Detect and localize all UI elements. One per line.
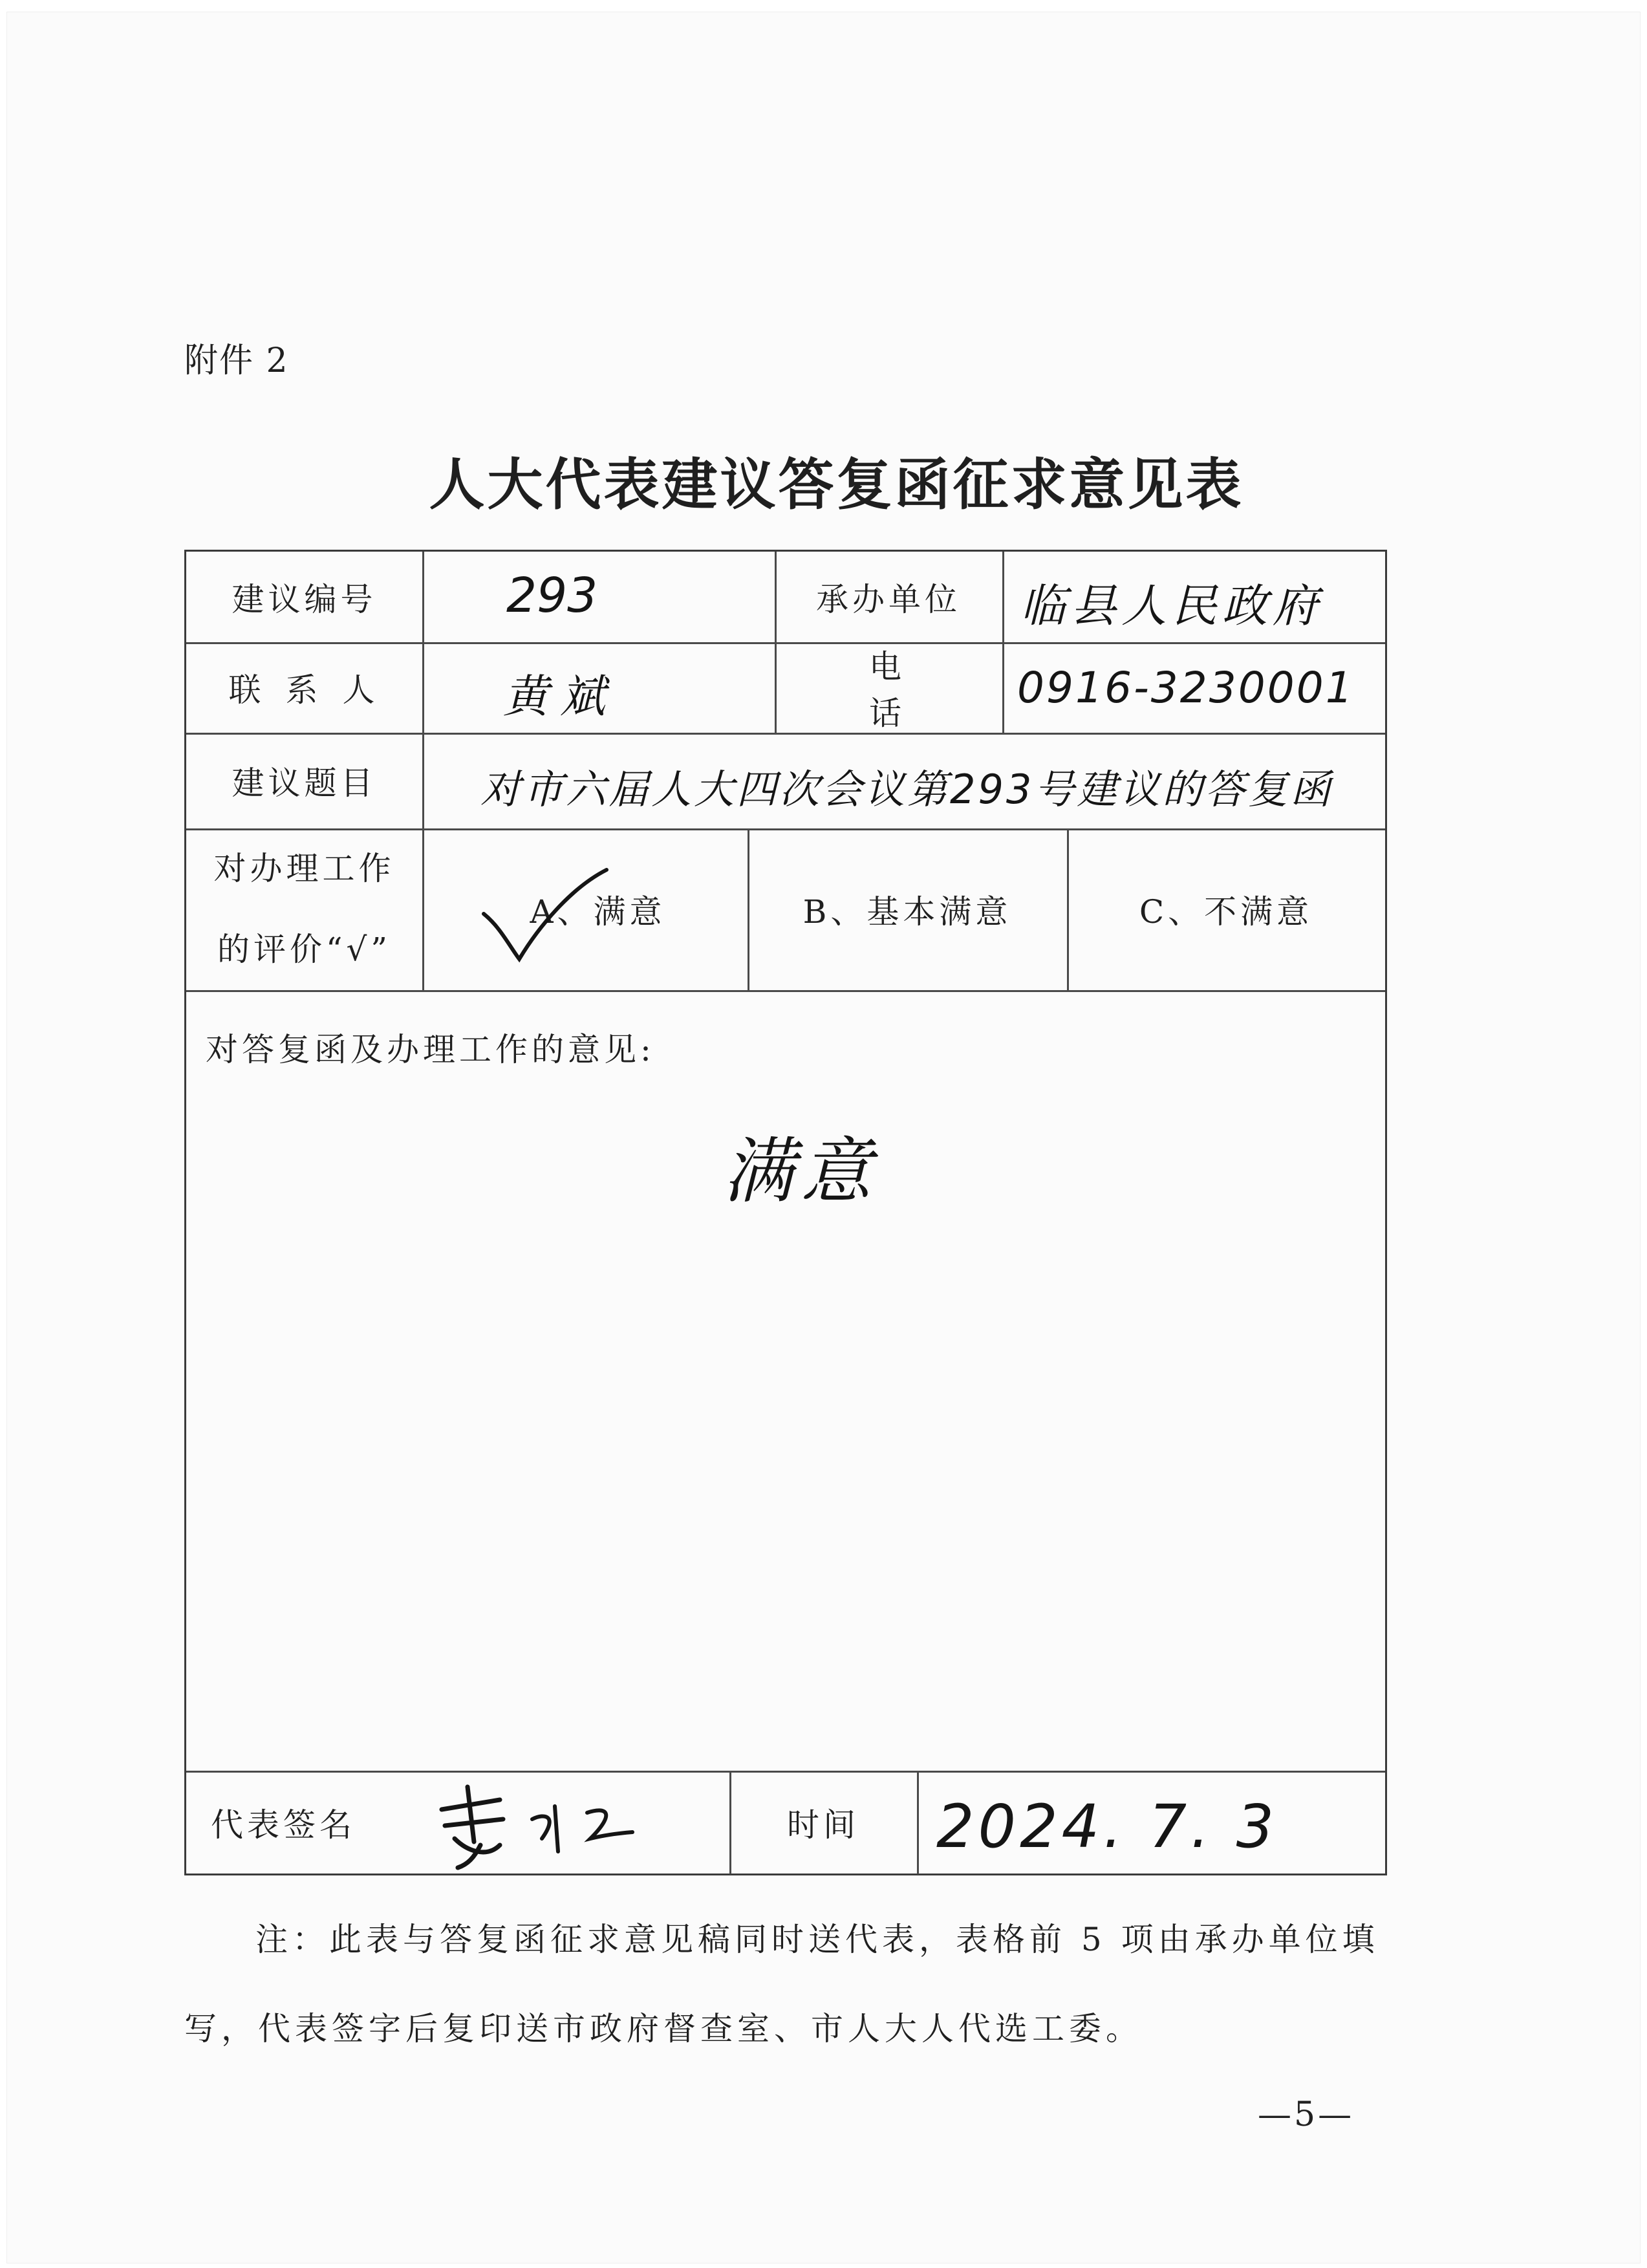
opinion-form-table (184, 550, 1387, 1875)
subject-label: 建议题目 (231, 764, 377, 802)
representative-signature (429, 1780, 642, 1871)
column-divider (1002, 552, 1004, 733)
footnote: 注：此表与答复函征求意见稿同时送代表，表格前 5 项由承办单位填写，代表签字后复印送市政府督查室、市人大人代选工委。 (184, 1921, 1379, 2047)
proposal-number-value: 293 (506, 568, 598, 623)
evaluation-label (186, 828, 422, 990)
column-divider (917, 1771, 919, 1874)
evaluation-label-line2: 的评价“√” (217, 931, 391, 968)
page-title: 人大代表建议答复函征求意见表 (429, 452, 1244, 517)
proposal-number-label: 建议编号 (231, 581, 377, 618)
row-divider (186, 990, 1385, 992)
option-b-basically-satisfied[interactable]: B、基本满意 (802, 893, 1012, 931)
contact-label: 联系人 (228, 671, 400, 709)
handling-unit-value: 临县人民政府 (1020, 579, 1323, 632)
contact-value: 黄斌 (503, 670, 617, 723)
time-value: 2024. 7. 3 (936, 1792, 1278, 1861)
opinion-label: 对答复函及办理工作的意见: (206, 1031, 655, 1068)
evaluation-label-line1: 对办理工作 (213, 850, 395, 887)
phone-label: 电话 (869, 648, 973, 732)
signature-label: 代表签名 (211, 1806, 356, 1844)
check-mark-icon (480, 869, 610, 966)
handling-unit-label: 承办单位 (816, 581, 961, 618)
option-c-unsatisfied[interactable]: C、不满意 (1139, 893, 1313, 931)
phone-value: 0916-3230001 (1017, 663, 1355, 713)
subject-value: 对市六届人大四次会议第293号建议的答复函 (480, 766, 1333, 813)
page-number: —5— (1258, 2095, 1355, 2134)
time-label: 时间 (787, 1806, 859, 1844)
option-a-satisfied[interactable]: A、满意 (530, 893, 666, 931)
opinion-value: 满意 (723, 1130, 878, 1213)
attachment-label: 附件 2 (184, 341, 289, 380)
